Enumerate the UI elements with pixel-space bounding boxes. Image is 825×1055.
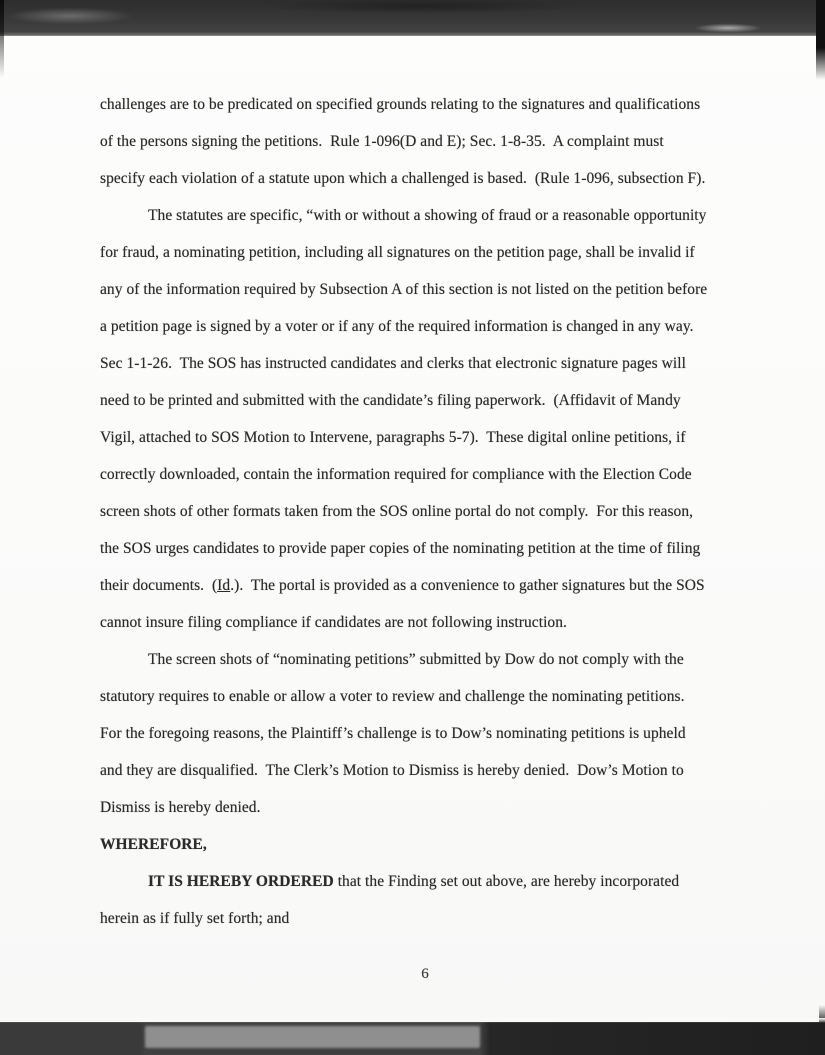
text-segment: their documents. ( bbox=[100, 577, 218, 594]
text-segment: The screen shots of “nominating petitions” submitted by Dow do not comply with the bbox=[148, 651, 684, 668]
text-segment: .). The portal is provided as a convenience to gather signatures but the SOS bbox=[230, 577, 705, 594]
document-line bbox=[100, 863, 760, 900]
document-line bbox=[100, 900, 760, 937]
text-segment: challenges are to be predicated on specified grounds relating to the signatures and qualifications bbox=[100, 96, 701, 113]
scan-edge-left bbox=[0, 0, 4, 78]
document-line bbox=[100, 826, 760, 863]
scanner-bottom-band bbox=[0, 1022, 825, 1055]
text-segment: screen shots of other formats taken from the SOS online portal do not comply. For this reason, bbox=[100, 503, 694, 520]
page-number: 6 bbox=[421, 966, 429, 982]
document-line bbox=[100, 567, 760, 604]
text-segment: for fraud, a nominating petition, including all signatures on the petition page, shall be invalid if bbox=[100, 244, 695, 261]
document-body-text bbox=[100, 86, 760, 937]
text-segment: IT IS HEREBY ORDERED bbox=[148, 873, 334, 890]
text-segment: WHEREFORE, bbox=[100, 836, 207, 853]
document-line bbox=[100, 308, 760, 345]
text-segment: a petition page is signed by a voter or if any of the required information is changed in any way. bbox=[100, 318, 694, 335]
document-line bbox=[100, 678, 760, 715]
text-segment: Dismiss is hereby denied. bbox=[100, 799, 261, 816]
text-segment: the SOS urges candidates to provide paper copies of the nominating petition at the time of filing bbox=[100, 540, 701, 557]
text-segment: of the persons signing the petitions. Rule 1-096(D and E); Sec. 1-8-35. A complaint must bbox=[100, 133, 664, 150]
text-segment: Vigil, attached to SOS Motion to Intervene, paragraphs 5-7). These digital online petitions, if bbox=[100, 429, 686, 446]
text-segment: Sec 1-1-26. The SOS has instructed candidates and clerks that electronic signature pages will bbox=[100, 355, 686, 372]
text-segment: statutory requires to enable or allow a voter to review and challenge the nominating petitions. bbox=[100, 688, 685, 705]
document-line bbox=[100, 160, 760, 197]
scanner-gray-patch bbox=[145, 1026, 480, 1048]
text-segment: The statutes are specific, “with or without a showing of fraud or a reasonable opportunity bbox=[148, 207, 707, 224]
scanner-top-band bbox=[0, 0, 825, 36]
document-line bbox=[100, 271, 760, 308]
text-segment: any of the information required by Subsection A of this section is not listed on the petition before bbox=[100, 281, 708, 298]
text-segment: and they are disqualified. The Clerk’s Motion to Dismiss is hereby denied. Dow’s Motion to bbox=[100, 762, 684, 779]
document-line bbox=[100, 641, 760, 678]
document-line bbox=[100, 234, 760, 271]
document-line bbox=[100, 604, 760, 641]
text-segment: specify each violation of a statute upon which a challenged is based. (Rule 1-096, subsection F). bbox=[100, 170, 706, 187]
scanner-band-fade bbox=[0, 1018, 825, 1023]
document-line bbox=[100, 419, 760, 456]
document-line bbox=[100, 752, 760, 789]
document-line bbox=[100, 382, 760, 419]
text-segment: correctly downloaded, contain the information required for compliance with the Election Code bbox=[100, 466, 692, 483]
document-line bbox=[100, 123, 760, 160]
text-segment: Id bbox=[217, 577, 231, 594]
text-segment: For the foregoing reasons, the Plaintiff’s challenge is to Dow’s nominating petitions is upheld bbox=[100, 725, 686, 742]
text-segment: that the Finding set out above, are hereby incorporated bbox=[333, 873, 680, 890]
text-segment: herein as if fully set forth; and bbox=[100, 910, 290, 927]
document-line bbox=[100, 530, 760, 567]
document-line bbox=[100, 197, 760, 234]
scan-edge-right bbox=[816, 0, 825, 80]
document-line bbox=[100, 715, 760, 752]
document-line bbox=[100, 345, 760, 382]
text-segment: cannot insure filing compliance if candidates are not following instruction. bbox=[100, 614, 567, 631]
text-segment: need to be printed and submitted with the candidate’s filing paperwork. (Affidavit of Mandy bbox=[100, 392, 681, 409]
document-line bbox=[100, 493, 760, 530]
document-line bbox=[100, 789, 760, 826]
document-line bbox=[100, 86, 760, 123]
document-line bbox=[100, 456, 760, 493]
